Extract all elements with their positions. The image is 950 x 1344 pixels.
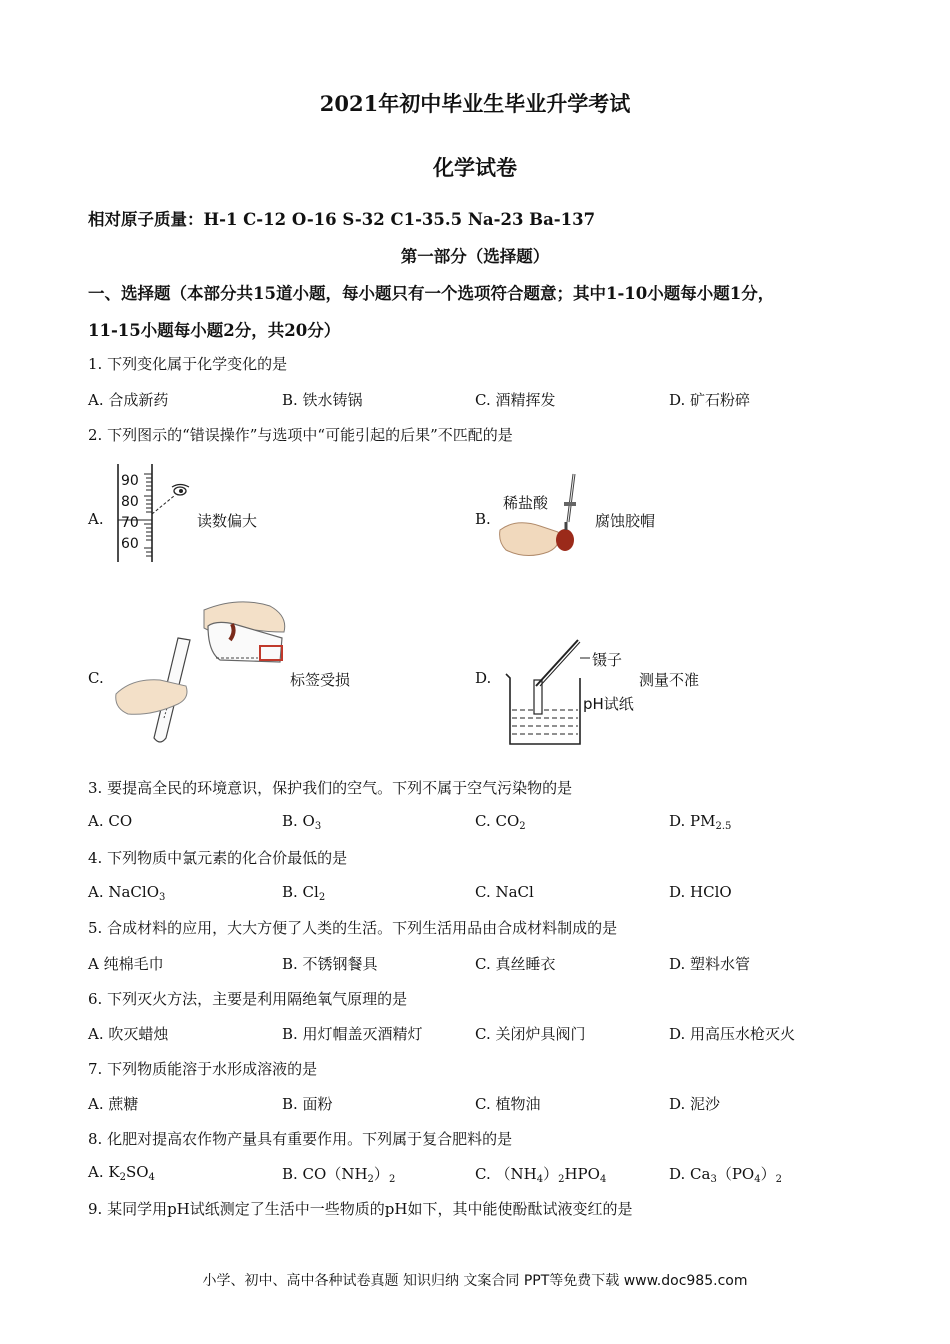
q6-option-b: B. 用灯帽盖灭酒精灯 xyxy=(282,1025,423,1043)
q5-option-b: B. 不锈钢餐具 xyxy=(282,955,378,973)
q2-figure-c-letter: C. xyxy=(88,669,104,687)
exam-subtitle: 化学试卷 xyxy=(433,155,517,180)
q4-option-b: B. $Cl_2$ xyxy=(282,883,326,903)
q8-option-a: A. $K_2SO_4$ xyxy=(88,1163,155,1183)
question-6: 6. 下列灭火方法，主要是利用隔绝氧气原理的是 xyxy=(88,990,408,1008)
q3-option-a: A. CO xyxy=(88,812,133,830)
q2-figure-d-caption: 测量不准 xyxy=(639,671,700,689)
scale-label-90: 90 xyxy=(121,473,139,489)
q2-figure-a-scale xyxy=(121,471,139,555)
q1-option-a: A. 合成新药 xyxy=(88,391,169,409)
question-8: 8. 化肥对提高农作物产量具有重要作用。下列属于复合肥料的是 xyxy=(88,1130,513,1148)
q6-option-a: A. 吹灭蜡烛 xyxy=(88,1025,169,1043)
q3-option-c: C. $CO_2$ xyxy=(475,812,526,832)
q1-option-c: C. 酒精挥发 xyxy=(475,391,556,409)
q1-option-b: B. 铁水铸锅 xyxy=(282,391,363,409)
q8-option-b: B. $CO(NH_2)_2$ xyxy=(282,1165,396,1185)
scale-label-60: 60 xyxy=(121,536,139,552)
q3-option-b: B. $O_3$ xyxy=(282,812,322,832)
question-3: 3. 要提高全民的环境意识，保护我们的空气。下列不属于空气污染物的是 xyxy=(88,779,573,797)
exam-title: 2021年初中毕业生毕业升学考试 xyxy=(319,91,631,116)
q2-figure-a-letter: A. xyxy=(88,510,104,528)
q2-figure-c-caption: 标签受损 xyxy=(290,671,351,689)
q5-option-a: A 纯棉毛巾 xyxy=(88,955,164,973)
q8-option-c: C. $(NH_4)_2HPO_4$ xyxy=(475,1165,607,1185)
q8-option-d: D. $Ca_3(PO_4)_2$ xyxy=(669,1165,782,1185)
question-1: 1. 下列变化属于化学变化的是 xyxy=(88,355,288,373)
q5-option-c: C. 真丝睡衣 xyxy=(475,955,556,973)
q2-figure-d-ph-label: pH试纸 xyxy=(583,695,634,713)
q4-option-d: D. HClO xyxy=(669,883,732,901)
q4-option-c: C. NaCl xyxy=(475,883,534,901)
q1-option-d: D. 矿石粉碎 xyxy=(669,391,751,409)
question-9: 9. 某同学用pH试纸测定了生活中一些物质的pH如下，其中能使酚酞试液变红的是 xyxy=(88,1200,633,1218)
scale-label-70: 70 xyxy=(121,515,139,531)
q2-figure-d-beaker xyxy=(500,636,590,748)
q2-figure-b-dropper xyxy=(496,470,591,570)
q2-figure-d-letter: D. xyxy=(475,669,492,687)
footer-text: 小学、初中、高中各种试卷真题 知识归纳 文案合同 PPT等免费下载 www.doc985.com xyxy=(202,1273,748,1289)
section-instructions-2: 11-15小题每小题2分，共20分） xyxy=(88,321,341,340)
q2-figure-c-pouring xyxy=(112,598,294,746)
q7-option-b: B. 面粉 xyxy=(282,1095,333,1113)
q5-option-d: D. 塑料水管 xyxy=(669,955,751,973)
q7-option-c: C. 植物油 xyxy=(475,1095,541,1113)
q4-option-a: A. NaClO$_3$ xyxy=(88,883,166,903)
question-7: 7. 下列物质能溶于水形成溶液的是 xyxy=(88,1060,318,1078)
q2-figure-b-caption: 腐蚀胶帽 xyxy=(595,512,656,530)
question-2: 2. 下列图示的“错误操作”与选项中“可能引起的后果”不匹配的是 xyxy=(88,426,513,444)
question-5: 5. 合成材料的应用，大大方便了人类的生活。下列生活用品由合成材料制成的是 xyxy=(88,919,618,937)
q2-figure-d-tweezers-label: 镊子 xyxy=(592,651,623,669)
q6-option-d: D. 用高压水枪灭火 xyxy=(669,1025,796,1043)
q7-option-a: A. 蔗糖 xyxy=(88,1095,139,1113)
part-title: 第一部分（选择题） xyxy=(400,247,550,266)
q6-option-c: C. 关闭炉具阀门 xyxy=(475,1025,586,1043)
q3-option-d: D. $PM_{2.5}$ xyxy=(669,812,732,832)
section-instructions-1: 一、选择题（本部分共15道小题，每小题只有一个选项符合题意；其中1-10小题每小题1分， xyxy=(88,284,775,303)
question-4: 4. 下列物质中氯元素的化合价最低的是 xyxy=(88,849,348,867)
q2-figure-b-letter: B. xyxy=(475,510,491,528)
scale-label-80: 80 xyxy=(121,494,139,510)
q2-figure-b-label: 稀盐酸 xyxy=(503,494,549,512)
q7-option-d: D. 泥沙 xyxy=(669,1095,721,1113)
atomic-masses: 相对原子质量：H-1 C-12 O-16 S-32 C1-35.5 Na-23 Ba-137 xyxy=(88,210,596,229)
q2-figure-a-caption: 读数偏大 xyxy=(197,512,258,530)
